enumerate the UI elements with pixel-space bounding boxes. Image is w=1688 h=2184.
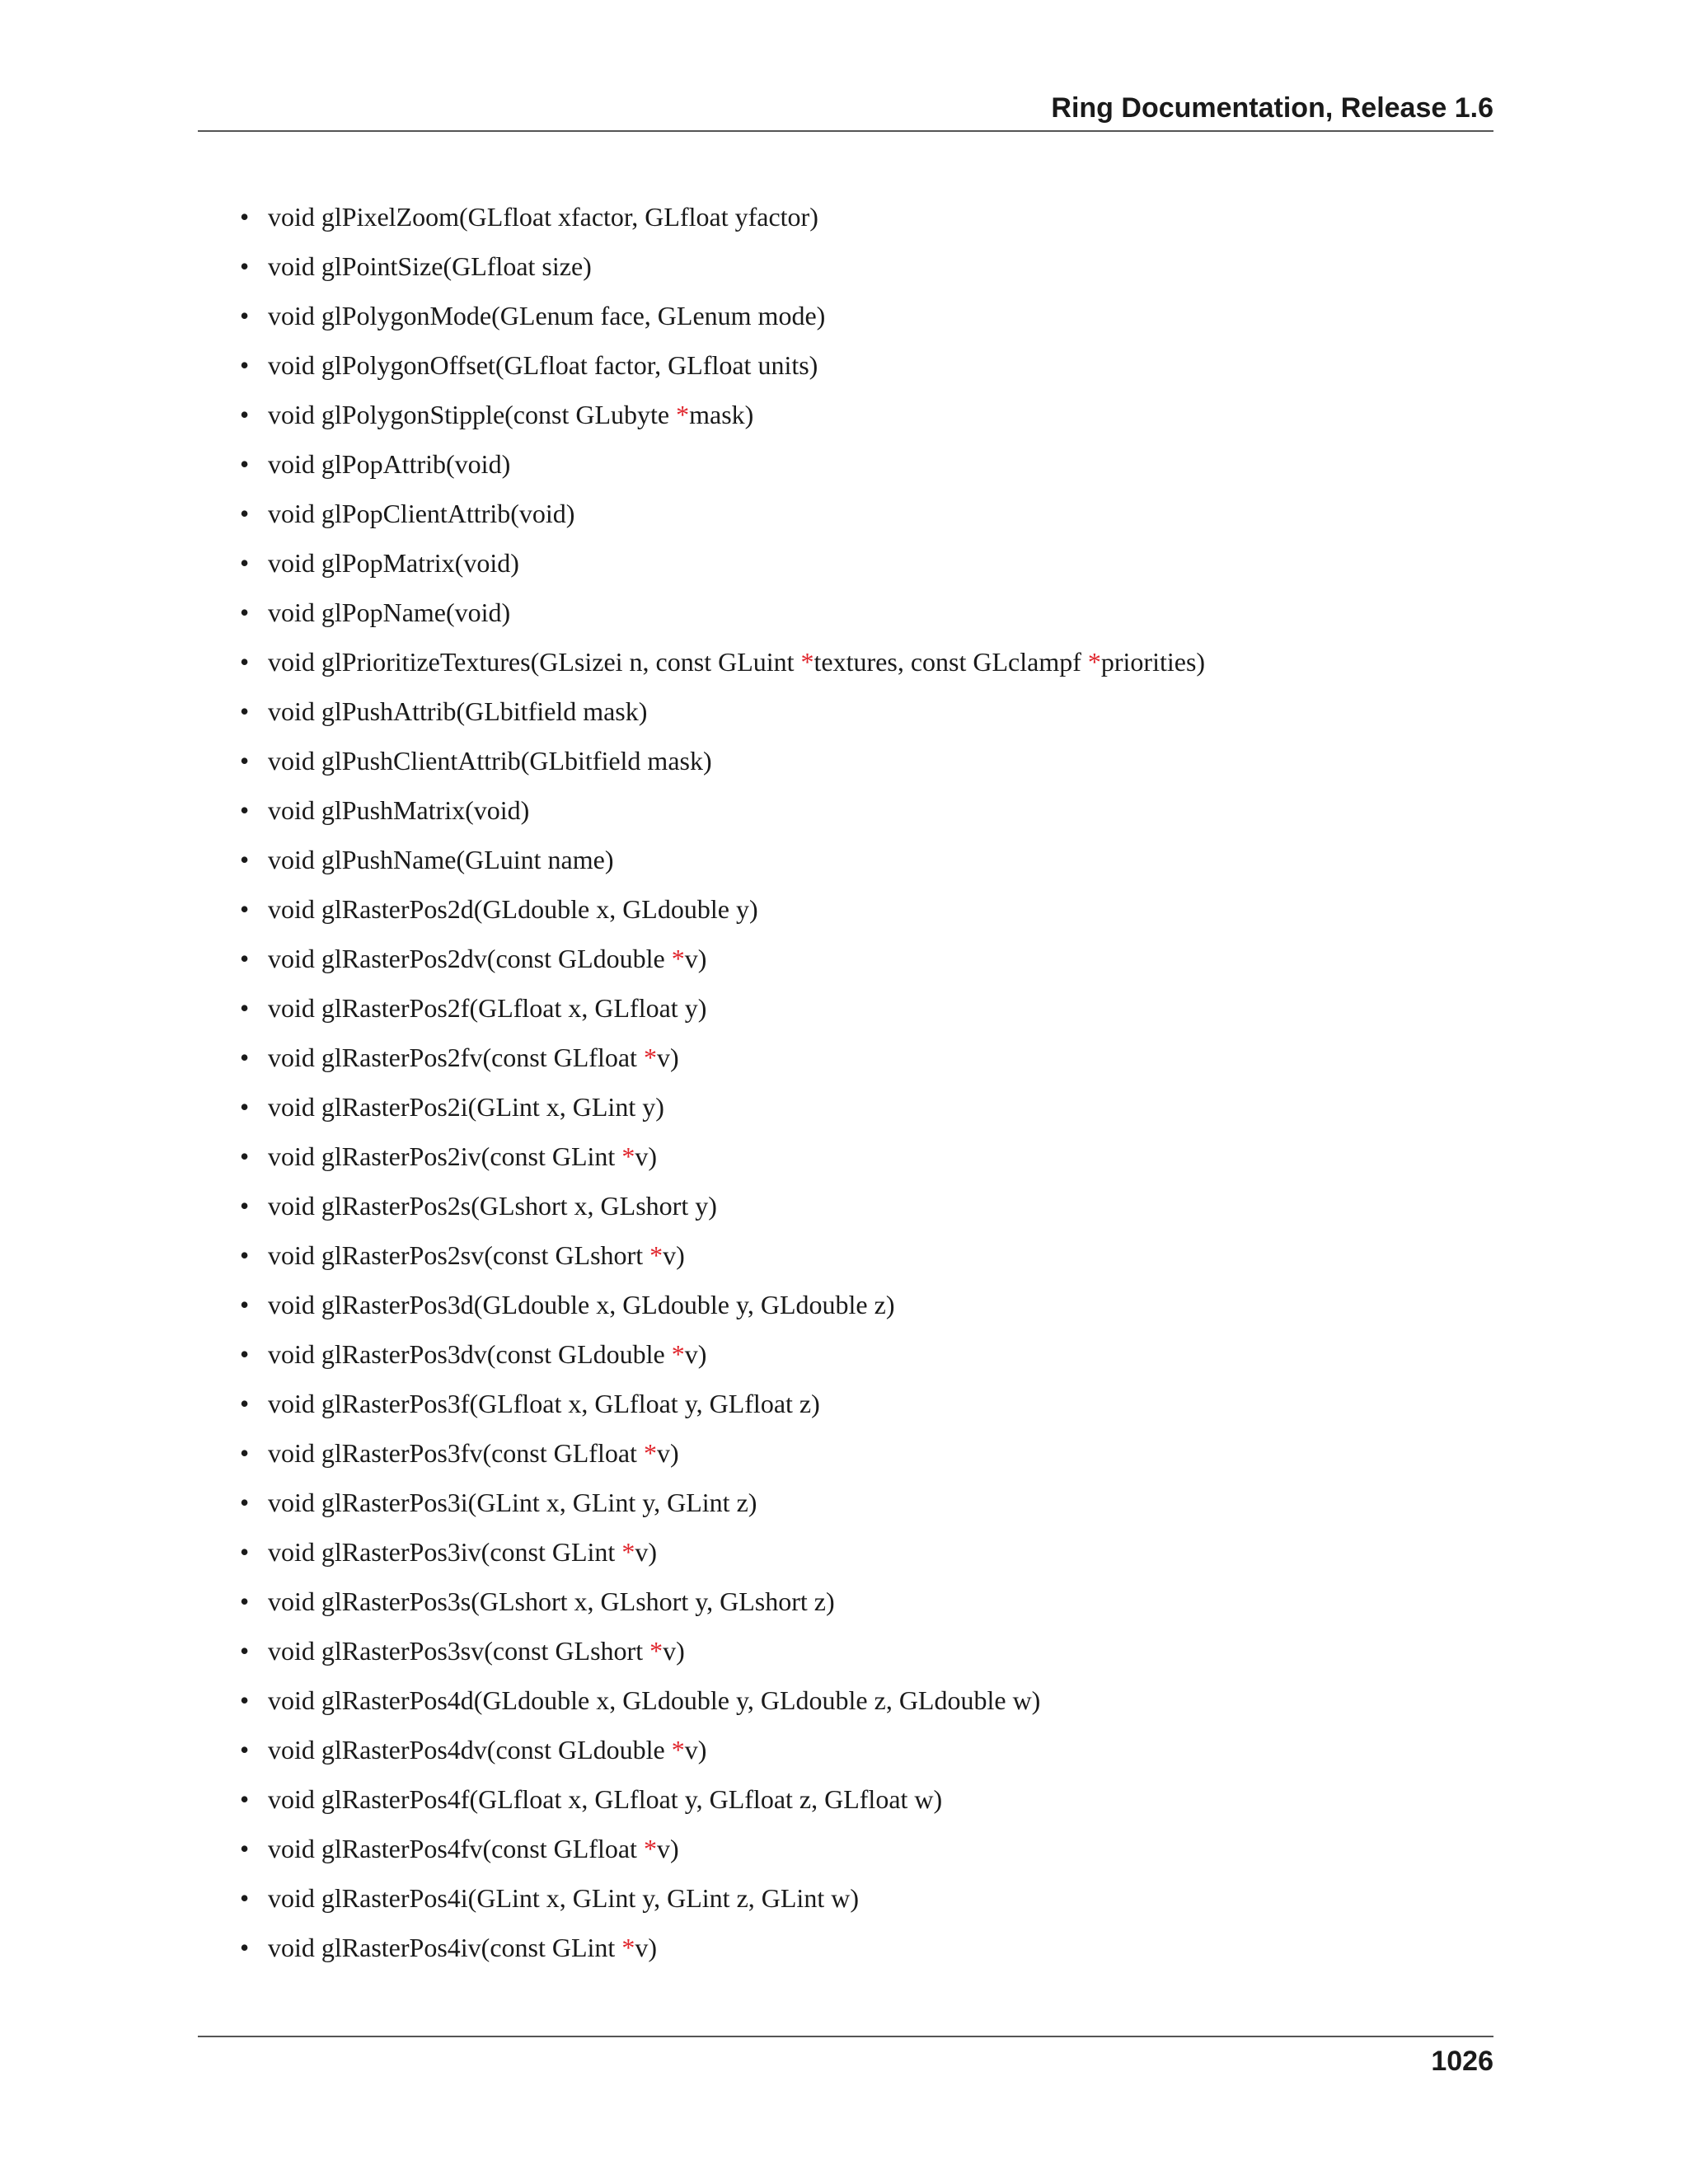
list-item [198, 987, 1493, 1037]
list-item [198, 1086, 1493, 1136]
item-text-rest: v) [684, 1339, 707, 1369]
bullet-icon: • [240, 1636, 250, 1666]
bullet-icon: • [240, 845, 250, 874]
item-text: void glRasterPos3f(GLfloat x, GLfloat y, GLfloat z) [268, 1389, 820, 1418]
pointer-star: * [621, 1141, 635, 1171]
item-text: void glRasterPos3iv(const GLint [268, 1537, 622, 1567]
page-footer [198, 2036, 1493, 2077]
bullet-icon: • [240, 350, 250, 380]
bullet-icon: • [240, 1685, 250, 1715]
item-text: void glRasterPos3s(GLshort x, GLshort y, GLshort z) [268, 1586, 835, 1616]
bullet-icon: • [240, 993, 250, 1023]
bullet-icon: • [240, 1586, 250, 1616]
list-item [198, 1779, 1493, 1828]
list-item [198, 1630, 1493, 1680]
bullet-icon: • [240, 548, 250, 578]
list-item [198, 1482, 1493, 1531]
pointer-star: * [649, 1240, 663, 1270]
pointer-star: * [1087, 647, 1101, 677]
list-item [198, 246, 1493, 295]
item-text: void glPushClientAttrib(GLbitfield mask) [268, 746, 712, 776]
item-text-rest: v) [663, 1240, 685, 1270]
item-text: void glPopClientAttrib(void) [268, 499, 575, 528]
bullet-icon: • [240, 1735, 250, 1765]
pointer-star: * [621, 1933, 635, 1962]
item-text: void glPrioritizeTextures(GLsizei n, const GLuint [268, 647, 801, 677]
bullet-icon: • [240, 647, 250, 677]
item-text: void glPixelZoom(GLfloat xfactor, GLfloat yfactor) [268, 202, 818, 232]
item-text-rest: priorities) [1100, 647, 1206, 677]
bullet-icon: • [240, 1141, 250, 1171]
item-text: void glRasterPos2sv(const GLshort [268, 1240, 650, 1270]
list-item [198, 542, 1493, 592]
list-item [198, 443, 1493, 493]
item-text: void glRasterPos3d(GLdouble x, GLdouble y, GLdouble z) [268, 1290, 895, 1319]
item-text-middle: textures, const GLclampf [814, 647, 1088, 677]
function-list [198, 196, 1493, 1976]
item-text: void glPolygonOffset(GLfloat factor, GLfloat units) [268, 350, 818, 380]
list-item [198, 1828, 1493, 1877]
list-item [198, 1284, 1493, 1333]
bullet-icon: • [240, 1438, 250, 1468]
bullet-icon: • [240, 449, 250, 479]
item-text: void glPopName(void) [268, 598, 511, 627]
list-item [198, 493, 1493, 542]
item-text: void glRasterPos3i(GLint x, GLint y, GLint z) [268, 1488, 757, 1517]
bullet-icon: • [240, 746, 250, 776]
item-text: void glRasterPos3fv(const GLfloat [268, 1438, 644, 1468]
pointer-star: * [671, 1735, 685, 1765]
list-item [198, 1729, 1493, 1779]
bullet-icon: • [240, 202, 250, 232]
pointer-star: * [800, 647, 814, 677]
list-item [198, 1581, 1493, 1630]
document-title: Ring Documentation, Release 1.6 [1051, 92, 1493, 124]
list-item [198, 839, 1493, 888]
page-header [198, 89, 1493, 132]
item-text: void glRasterPos2iv(const GLint [268, 1141, 622, 1171]
list-item [198, 1432, 1493, 1482]
list-item [198, 1531, 1493, 1581]
list-item [198, 344, 1493, 394]
bullet-icon: • [240, 944, 250, 973]
item-text: void glRasterPos2s(GLshort x, GLshort y) [268, 1191, 717, 1221]
bullet-icon: • [240, 301, 250, 330]
list-item [198, 938, 1493, 987]
list-item [198, 1383, 1493, 1432]
pointer-star: * [621, 1537, 635, 1567]
item-text: void glRasterPos2i(GLint x, GLint y) [268, 1092, 664, 1122]
pointer-star: * [643, 1043, 657, 1072]
item-text: void glRasterPos4f(GLfloat x, GLfloat y, GLfloat z, GLfloat w) [268, 1784, 943, 1814]
item-text: void glPolygonMode(GLenum face, GLenum mode) [268, 301, 826, 330]
item-text-rest: v) [656, 1043, 679, 1072]
bullet-icon: • [240, 1240, 250, 1270]
list-item [198, 592, 1493, 641]
pointer-star: * [643, 1834, 657, 1863]
item-text: void glPushMatrix(void) [268, 795, 530, 825]
item-text-rest: v) [684, 1735, 707, 1765]
list-item [198, 1136, 1493, 1185]
bullet-icon: • [240, 1488, 250, 1517]
bullet-icon: • [240, 1043, 250, 1072]
bullet-icon: • [240, 1339, 250, 1369]
bullet-icon: • [240, 1092, 250, 1122]
item-text: void glPolygonStipple(const GLubyte [268, 400, 677, 429]
bullet-icon: • [240, 598, 250, 627]
list-item [198, 1037, 1493, 1086]
list-item [198, 1927, 1493, 1976]
bullet-icon: • [240, 1933, 250, 1962]
item-text: void glRasterPos3dv(const GLdouble [268, 1339, 672, 1369]
bullet-icon: • [240, 499, 250, 528]
bullet-icon: • [240, 894, 250, 924]
pointer-star: * [676, 400, 690, 429]
bullet-icon: • [240, 696, 250, 726]
item-text: void glRasterPos2dv(const GLdouble [268, 944, 672, 973]
item-text: void glPopMatrix(void) [268, 548, 519, 578]
list-item [198, 740, 1493, 790]
page-number: 1026 [1431, 2046, 1493, 2077]
item-text-rest: v) [684, 944, 707, 973]
item-text: void glRasterPos4iv(const GLint [268, 1933, 622, 1962]
list-item [198, 790, 1493, 839]
item-text: void glPushAttrib(GLbitfield mask) [268, 696, 648, 726]
item-text-rest: v) [635, 1537, 657, 1567]
list-item [198, 1333, 1493, 1383]
bullet-icon: • [240, 1290, 250, 1319]
item-text-rest: v) [656, 1834, 679, 1863]
list-item [198, 196, 1493, 246]
list-item [198, 1877, 1493, 1927]
list-item [198, 1680, 1493, 1729]
item-text: void glRasterPos4d(GLdouble x, GLdouble y, GLdouble z, GLdouble w) [268, 1685, 1041, 1715]
item-text: void glRasterPos2f(GLfloat x, GLfloat y) [268, 993, 707, 1023]
item-text: void glRasterPos3sv(const GLshort [268, 1636, 650, 1666]
bullet-icon: • [240, 795, 250, 825]
pointer-star: * [643, 1438, 657, 1468]
bullet-icon: • [240, 1389, 250, 1418]
item-text: void glRasterPos2d(GLdouble x, GLdouble y) [268, 894, 758, 924]
item-text: void glPointSize(GLfloat size) [268, 251, 592, 281]
item-text: void glPushName(GLuint name) [268, 845, 614, 874]
list-item [198, 691, 1493, 740]
bullet-icon: • [240, 1784, 250, 1814]
bullet-icon: • [240, 400, 250, 429]
bullet-icon: • [240, 1191, 250, 1221]
bullet-icon: • [240, 251, 250, 281]
list-item [198, 1185, 1493, 1235]
item-text: void glRasterPos4fv(const GLfloat [268, 1834, 644, 1863]
item-text: void glRasterPos4dv(const GLdouble [268, 1735, 672, 1765]
bullet-icon: • [240, 1537, 250, 1567]
list-item [198, 394, 1493, 443]
bullet-icon: • [240, 1883, 250, 1913]
pointer-star: * [649, 1636, 663, 1666]
list-item [198, 888, 1493, 938]
item-text-rest: v) [635, 1933, 657, 1962]
list-item [198, 641, 1493, 691]
item-text-rest: v) [635, 1141, 657, 1171]
pointer-star: * [671, 944, 685, 973]
pointer-star: * [671, 1339, 685, 1369]
list-item [198, 295, 1493, 344]
item-text: void glRasterPos2fv(const GLfloat [268, 1043, 644, 1072]
item-text-rest: v) [656, 1438, 679, 1468]
item-text-rest: v) [663, 1636, 685, 1666]
list-item [198, 1235, 1493, 1284]
item-text-rest: mask) [689, 400, 754, 429]
bullet-icon: • [240, 1834, 250, 1863]
item-text: void glRasterPos4i(GLint x, GLint y, GLint z, GLint w) [268, 1883, 859, 1913]
item-text: void glPopAttrib(void) [268, 449, 511, 479]
